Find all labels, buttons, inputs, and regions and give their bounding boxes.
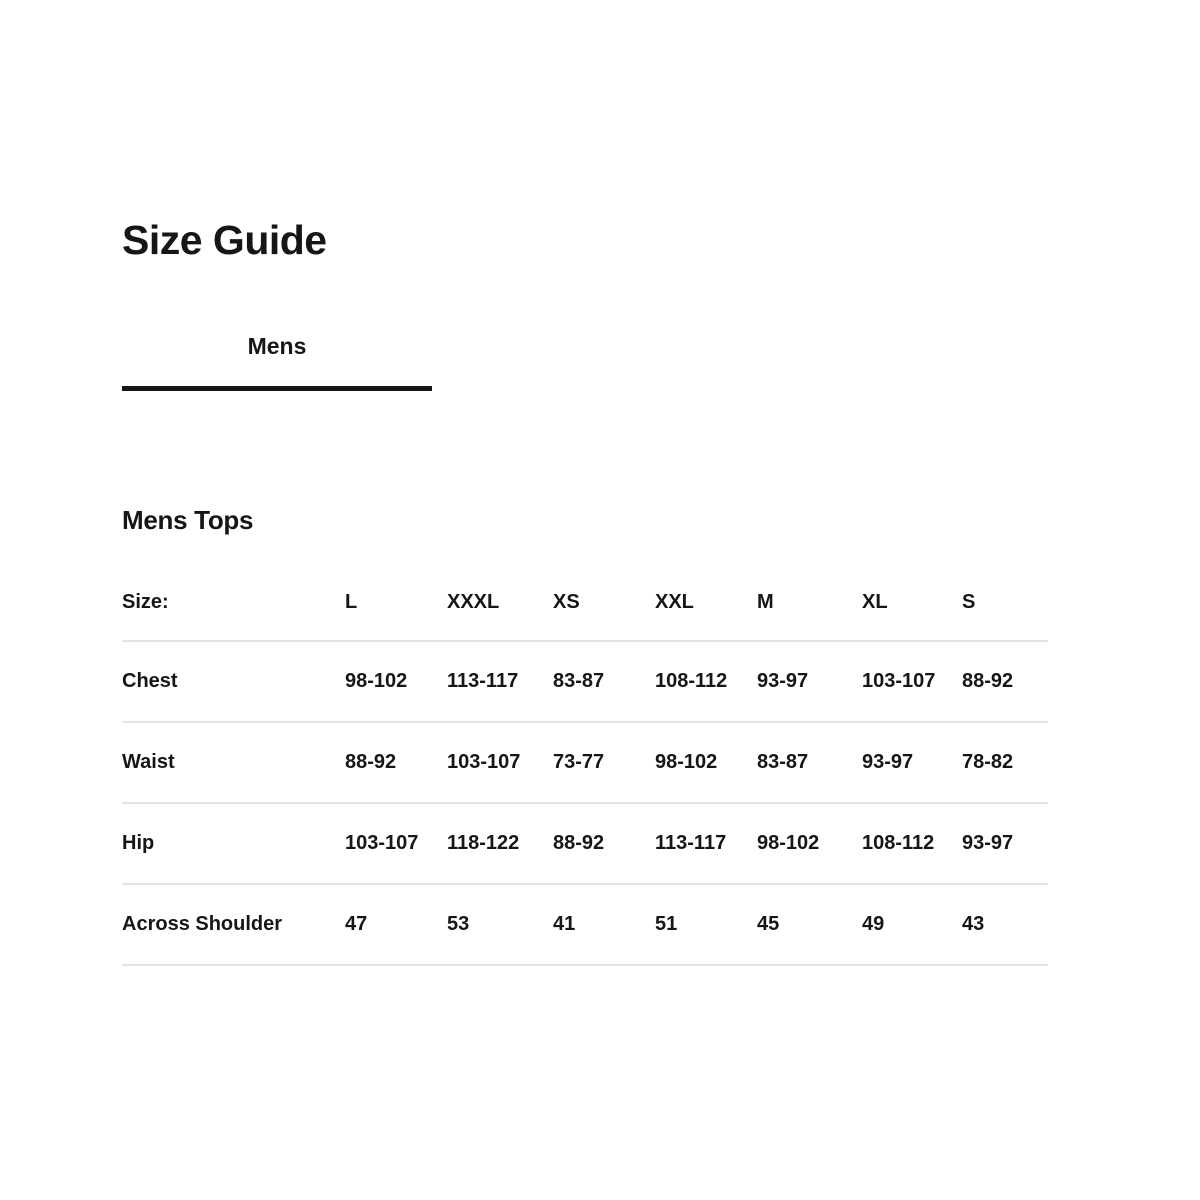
table-row (122, 641, 1048, 722)
size-column-header: XXXL (447, 564, 553, 641)
measurement-cell: 98-102 (345, 641, 447, 722)
size-table-body (122, 641, 1048, 965)
size-column-header: L (345, 564, 447, 641)
measurement-cell: 83-87 (553, 641, 655, 722)
measurement-cell: 98-102 (655, 722, 757, 803)
tab-mens[interactable] (122, 333, 432, 391)
tab-mens-label: Mens (247, 333, 307, 360)
measurement-cell: 49 (862, 884, 962, 965)
measurement-cell: 113-117 (655, 803, 757, 884)
measurement-cell: 45 (757, 884, 862, 965)
table-row (122, 722, 1048, 803)
measurement-cell: 103-107 (862, 641, 962, 722)
measurement-cell: 88-92 (345, 722, 447, 803)
measurement-row-label: Waist (122, 722, 345, 803)
measurement-cell: 88-92 (553, 803, 655, 884)
section-heading: Mens Tops (122, 505, 254, 536)
measurement-cell: 83-87 (757, 722, 862, 803)
gender-tabs (122, 333, 1200, 391)
measurement-cell: 93-97 (962, 803, 1048, 884)
measurement-cell: 41 (553, 884, 655, 965)
measurement-cell: 47 (345, 884, 447, 965)
measurement-row-label: Chest (122, 641, 345, 722)
measurement-cell: 93-97 (862, 722, 962, 803)
measurement-cell: 93-97 (757, 641, 862, 722)
measurement-row-label: Hip (122, 803, 345, 884)
page-title: Size Guide (122, 217, 327, 263)
size-column-header: S (962, 564, 1048, 641)
table-row (122, 884, 1048, 965)
measurement-cell: 98-102 (757, 803, 862, 884)
measurement-cell: 103-107 (447, 722, 553, 803)
measurement-row-label: Across Shoulder (122, 884, 345, 965)
measurement-cell: 73-77 (553, 722, 655, 803)
size-column-header: XL (862, 564, 962, 641)
measurement-cell: 103-107 (345, 803, 447, 884)
size-table (122, 564, 1048, 966)
measurement-cell: 118-122 (447, 803, 553, 884)
measurement-cell: 53 (447, 884, 553, 965)
measurement-cell: 108-112 (655, 641, 757, 722)
measurement-cell: 43 (962, 884, 1048, 965)
measurement-cell: 51 (655, 884, 757, 965)
measurement-cell: 78-82 (962, 722, 1048, 803)
measurement-cell: 113-117 (447, 641, 553, 722)
size-table-corner-label: Size: (122, 564, 345, 641)
measurement-cell: 108-112 (862, 803, 962, 884)
size-column-header: XXL (655, 564, 757, 641)
size-table-header-row (122, 564, 1048, 641)
size-column-header: XS (553, 564, 655, 641)
table-row (122, 803, 1048, 884)
measurement-cell: 88-92 (962, 641, 1048, 722)
size-column-header: M (757, 564, 862, 641)
